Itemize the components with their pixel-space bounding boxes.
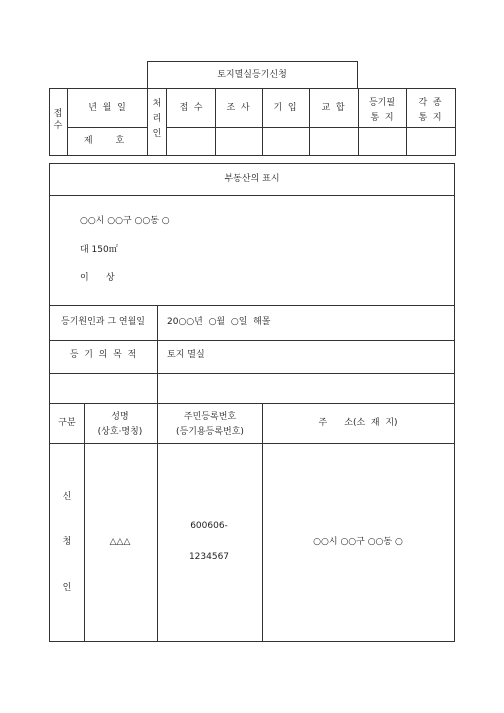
applicant-id-1: 600606- <box>190 521 228 531</box>
property-end: 이 상 <box>80 273 115 283</box>
date-label: 년 월 일 <box>88 103 126 113</box>
id-header: 주민등록번호 (등기용등록번호) <box>176 412 244 437</box>
applicant-label-3: 인 <box>62 583 72 593</box>
col-collation: 교 합 <box>321 103 345 113</box>
address-header: 주 소(소 재 지) <box>318 418 398 428</box>
col-survey: 조 사 <box>226 103 250 113</box>
applicant-address: ○○시 ○○구 ○○동 ○ <box>313 537 403 547</box>
applicant-label-1: 신 <box>62 492 72 502</box>
cause-label: 등기원인과 그 연월일 <box>61 317 145 327</box>
applicant-name: △△△ <box>109 537 131 547</box>
property-heading: 부동산의 표시 <box>224 174 280 184</box>
col-receipt: 접 수 <box>179 103 203 113</box>
property-area: 대 150㎡ <box>80 245 118 255</box>
property-address: ○○시 ○○구 ○○동 ○ <box>80 216 170 226</box>
category-header: 구분 <box>58 418 76 428</box>
col-various-notice: 각 종 통 지 <box>418 98 442 123</box>
applicant-id-2: 1234567 <box>188 552 230 562</box>
number-label: 제 호 <box>83 136 125 146</box>
processor-label: 처 리 인 <box>152 99 162 139</box>
name-header: 성명 (상호·명칭) <box>97 412 143 437</box>
receipt-label: 접 수 <box>53 109 63 131</box>
purpose-label: 등 기 의 목 적 <box>69 350 137 360</box>
cause-value: 20○○년 ○월 ○일 해몰 <box>167 317 271 327</box>
purpose-value: 토지 멸실 <box>167 350 205 360</box>
col-entry: 기 입 <box>273 103 297 113</box>
form-title: 토지멸실등기신청 <box>217 70 287 80</box>
applicant-label-2: 청 <box>62 537 72 547</box>
col-completion-notice: 등기필 통 지 <box>368 98 396 123</box>
